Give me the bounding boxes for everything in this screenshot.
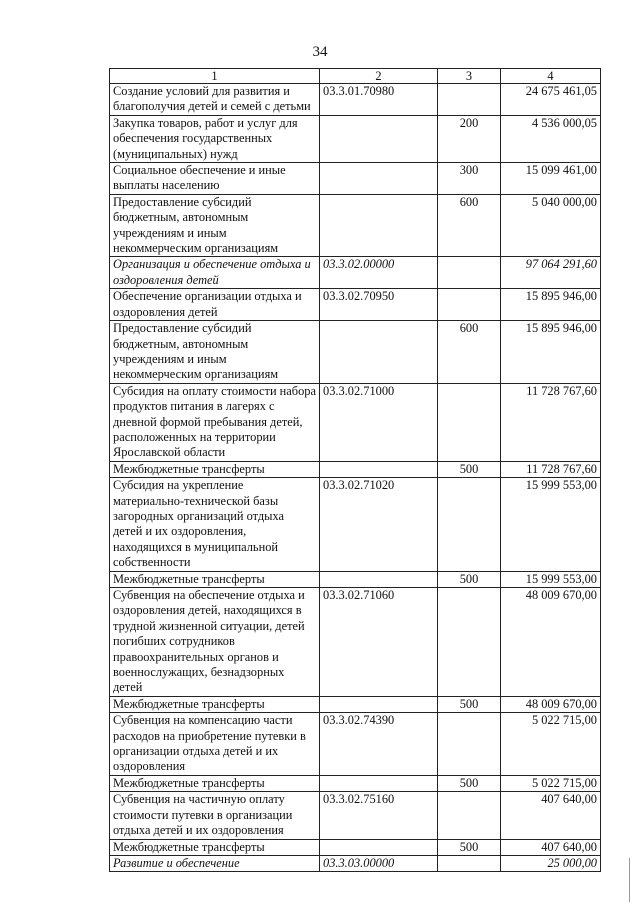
row-kind-cell: 500 <box>438 461 501 477</box>
row-code-cell <box>320 775 438 791</box>
row-kind-cell: 200 <box>438 115 501 162</box>
budget-table <box>109 68 601 872</box>
table-row <box>110 478 601 571</box>
row-amount-cell: 4 536 000,05 <box>501 115 601 162</box>
column-header-3: 3 <box>438 69 501 84</box>
table-body <box>110 84 601 872</box>
row-kind-cell: 500 <box>438 839 501 855</box>
table-row <box>110 383 601 461</box>
row-code-cell <box>320 321 438 384</box>
row-name-cell: Социальное обеспечение и иные выплаты населению <box>110 163 320 195</box>
row-amount-cell: 11 728 767,60 <box>501 461 601 477</box>
row-kind-cell <box>438 478 501 571</box>
row-code-cell: 03.3.02.00000 <box>320 257 438 289</box>
row-name-cell: Обеспечение организации отдыха и оздоровления детей <box>110 289 320 321</box>
table-row <box>110 775 601 791</box>
table-row <box>110 571 601 587</box>
table-row <box>110 257 601 289</box>
row-amount-cell: 48 009 670,00 <box>501 696 601 712</box>
row-code-cell <box>320 194 438 257</box>
row-kind-cell: 500 <box>438 775 501 791</box>
row-kind-cell <box>438 713 501 776</box>
row-kind-cell <box>438 383 501 461</box>
row-kind-cell: 300 <box>438 163 501 195</box>
row-code-cell <box>320 115 438 162</box>
row-amount-cell: 97 064 291,60 <box>501 257 601 289</box>
column-header-4: 4 <box>501 69 601 84</box>
row-code-cell <box>320 839 438 855</box>
table-row <box>110 461 601 477</box>
row-kind-cell <box>438 855 501 871</box>
row-amount-cell: 5 022 715,00 <box>501 775 601 791</box>
row-name-cell: Предоставление субсидий бюджетным, автономным учреждениям и иным некоммерческим организациям <box>110 194 320 257</box>
row-code-cell: 03.3.02.75160 <box>320 792 438 839</box>
table-row <box>110 194 601 257</box>
row-amount-cell: 5 022 715,00 <box>501 713 601 776</box>
row-amount-cell: 5 040 000,00 <box>501 194 601 257</box>
row-code-cell: 03.3.01.70980 <box>320 84 438 116</box>
row-name-cell: Межбюджетные трансферты <box>110 775 320 791</box>
table-row <box>110 696 601 712</box>
row-code-cell: 03.3.02.71060 <box>320 588 438 697</box>
table-row <box>110 713 601 776</box>
row-name-cell: Субвенция на обеспечение отдыха и оздоровления детей, находящихся в трудной жизненной ситуации, детей погибших сотрудников правоохранительных органов и военнослужащих, безнадзорных детей <box>110 588 320 697</box>
row-name-cell: Создание условий для развития и благополучия детей и семей с детьми <box>110 84 320 116</box>
row-amount-cell: 407 640,00 <box>501 839 601 855</box>
row-amount-cell: 15 999 553,00 <box>501 571 601 587</box>
row-code-cell <box>320 461 438 477</box>
table-row <box>110 792 601 839</box>
row-amount-cell: 25 000,00 <box>501 855 601 871</box>
column-header-1: 1 <box>110 69 320 84</box>
row-name-cell: Субсидия на укрепление материально-технической базы загородных организаций отдыха детей и их оздоровления, находящихся в муниципальной собственности <box>110 478 320 571</box>
row-kind-cell: 600 <box>438 321 501 384</box>
row-name-cell: Межбюджетные трансферты <box>110 461 320 477</box>
row-kind-cell <box>438 257 501 289</box>
table-row <box>110 289 601 321</box>
row-code-cell <box>320 163 438 195</box>
row-kind-cell <box>438 289 501 321</box>
scan-edge-mark <box>629 858 638 902</box>
row-kind-cell <box>438 84 501 116</box>
row-amount-cell: 15 895 946,00 <box>501 321 601 384</box>
row-name-cell: Закупка товаров, работ и услуг для обеспечения государственных (муниципальных) нужд <box>110 115 320 162</box>
row-amount-cell: 48 009 670,00 <box>501 588 601 697</box>
row-kind-cell: 600 <box>438 194 501 257</box>
row-code-cell: 03.3.02.71000 <box>320 383 438 461</box>
page-number: 34 <box>312 44 328 60</box>
row-name-cell: Межбюджетные трансферты <box>110 571 320 587</box>
row-amount-cell: 24 675 461,05 <box>501 84 601 116</box>
row-name-cell: Межбюджетные трансферты <box>110 839 320 855</box>
row-kind-cell <box>438 792 501 839</box>
row-code-cell: 03.3.03.00000 <box>320 855 438 871</box>
row-name-cell: Организация и обеспечение отдыха и оздоровления детей <box>110 257 320 289</box>
row-code-cell: 03.3.02.70950 <box>320 289 438 321</box>
row-kind-cell: 500 <box>438 696 501 712</box>
row-code-cell <box>320 696 438 712</box>
row-amount-cell: 407 640,00 <box>501 792 601 839</box>
table-row <box>110 321 601 384</box>
row-amount-cell: 11 728 767,60 <box>501 383 601 461</box>
row-kind-cell: 500 <box>438 571 501 587</box>
table-row <box>110 163 601 195</box>
row-amount-cell: 15 999 553,00 <box>501 478 601 571</box>
row-amount-cell: 15 099 461,00 <box>501 163 601 195</box>
row-kind-cell <box>438 588 501 697</box>
column-header-2: 2 <box>320 69 438 84</box>
table-row <box>110 588 601 697</box>
row-code-cell: 03.3.02.74390 <box>320 713 438 776</box>
table-row <box>110 84 601 116</box>
row-code-cell <box>320 571 438 587</box>
table-row <box>110 839 601 855</box>
row-code-cell: 03.3.02.71020 <box>320 478 438 571</box>
table-header-row <box>110 69 601 84</box>
row-name-cell: Предоставление субсидий бюджетным, автономным учреждениям и иным некоммерческим организациям <box>110 321 320 384</box>
table-row <box>110 855 601 871</box>
row-amount-cell: 15 895 946,00 <box>501 289 601 321</box>
table-row <box>110 115 601 162</box>
row-name-cell: Субвенция на компенсацию части расходов на приобретение путевки в организации отдыха детей и их оздоровления <box>110 713 320 776</box>
row-name-cell: Субвенция на частичную оплату стоимости путевки в организации отдыха детей и их оздоровления <box>110 792 320 839</box>
row-name-cell: Субсидия на оплату стоимости набора продуктов питания в лагерях с дневной формой пребывания детей, расположенных на территории Ярославской области <box>110 383 320 461</box>
row-name-cell: Межбюджетные трансферты <box>110 696 320 712</box>
row-name-cell: Развитие и обеспечение <box>110 855 320 871</box>
